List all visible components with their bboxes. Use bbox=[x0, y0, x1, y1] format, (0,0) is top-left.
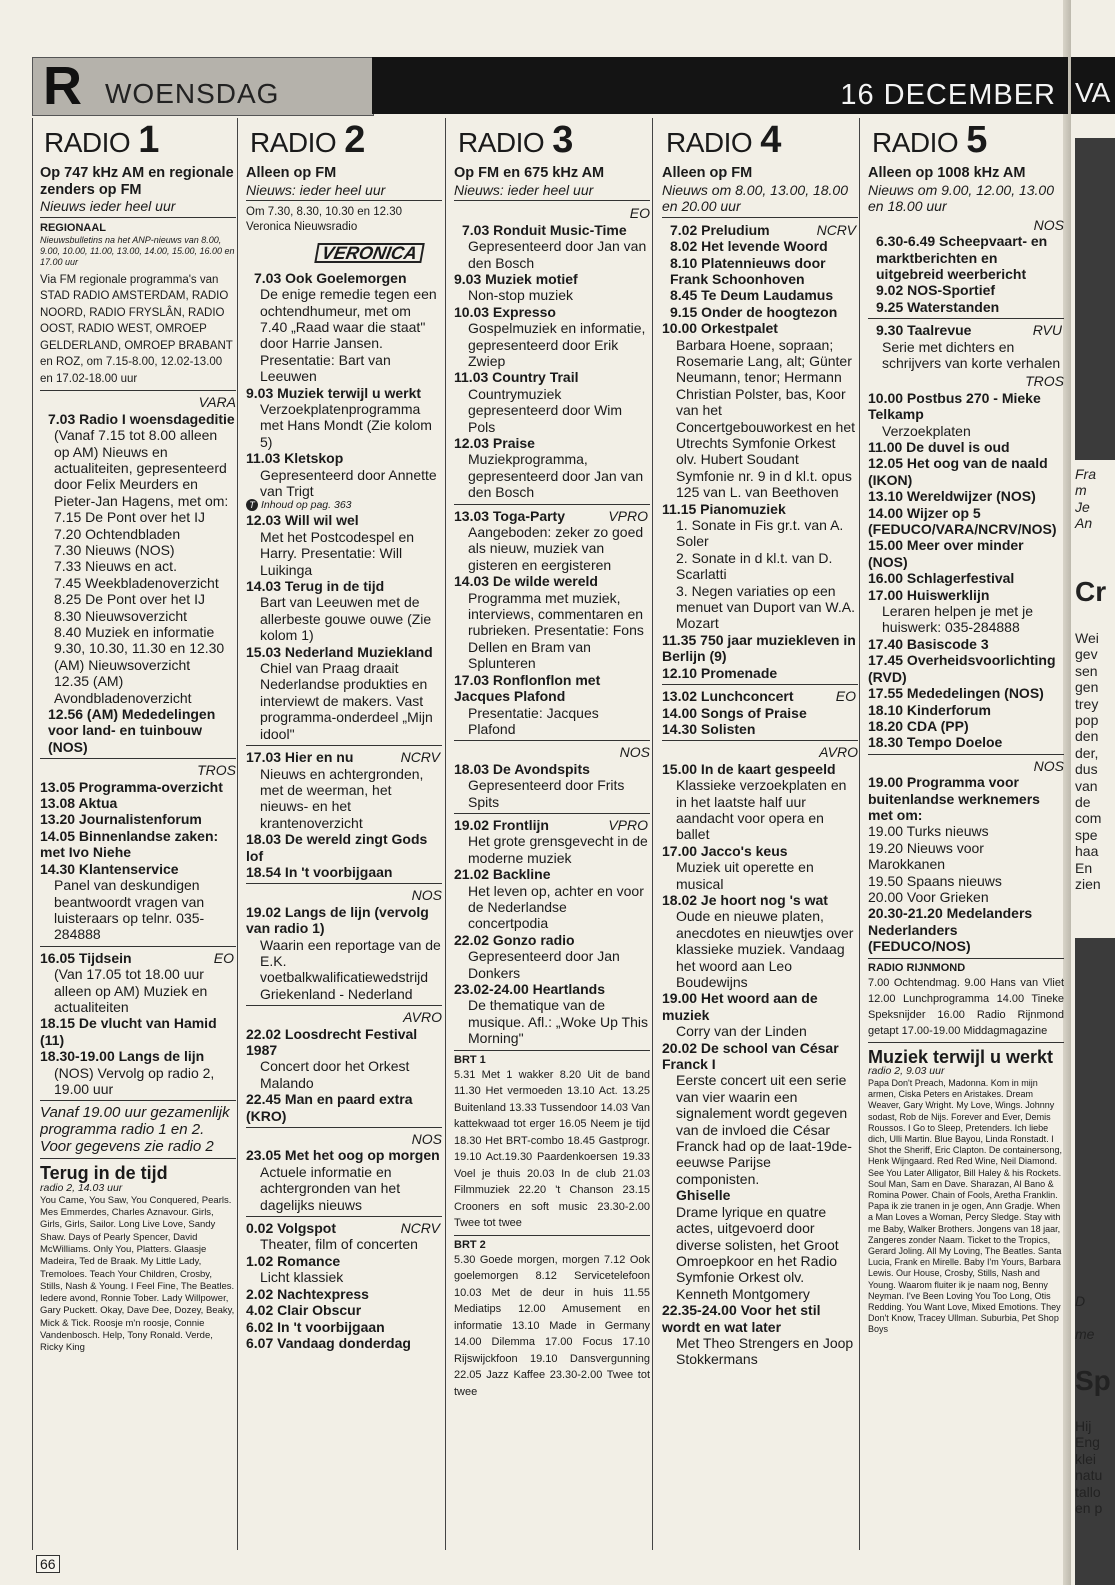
schedule-line: 8.25 De Pont over het IJ bbox=[54, 591, 205, 608]
program-desc: Waarin een reportage van de E.K. voetbalkwalificatiewedstrijd Griekenland - Nederland bbox=[260, 936, 441, 1002]
program-title: 23.02-24.00 Heartlands bbox=[454, 981, 605, 997]
program-title: 7.02 Preludium bbox=[670, 221, 770, 238]
program-title: 14.05 Binnenlandse zaken: met Ivo Niehe bbox=[40, 827, 219, 861]
program-desc: (Vanaf 7.15 tot 8.00 alleen op AM) Nieuws en actualiteiten, gepresenteerd door Felix Meurders en Pieter-Jan Hagens, met om: bbox=[54, 427, 229, 509]
strip-line: En bbox=[1075, 859, 1093, 876]
veronica-logo-row bbox=[246, 243, 442, 263]
program-title: 18.10 Kinderforum bbox=[868, 701, 991, 718]
program-title: 18.54 In 't voorbijgaan bbox=[246, 863, 393, 880]
program-desc: Nieuws en achtergronden, met de weerman, het nieuws- en het krantenoverzicht bbox=[260, 765, 424, 831]
broadcaster-tag: NOS bbox=[619, 744, 650, 761]
program-title: 14.03 Terug in de tijd bbox=[246, 578, 385, 595]
program-title: 9.15 Onder de hoogtezon bbox=[670, 303, 838, 320]
divider bbox=[246, 1127, 442, 1128]
program-title: 9.02 NOS-Sportief bbox=[876, 282, 996, 299]
program-desc: Muziekprogramma, gepresenteerd door Jan van den Bosch bbox=[468, 451, 644, 501]
radio2-news: Nieuws: ieder heel uur bbox=[246, 182, 442, 201]
program-title: 9.30 Taalrevue bbox=[876, 322, 972, 339]
box-subtitle: radio 2, 14.03 uur bbox=[40, 1181, 123, 1194]
divider bbox=[40, 1100, 236, 1101]
radio5-subtitle: Alleen op 1008 kHz AM bbox=[868, 165, 1026, 182]
divider bbox=[40, 758, 236, 759]
schedule-line: 7.20 Ochtendbladen bbox=[54, 525, 181, 542]
broadcaster-tag: VPRO bbox=[608, 507, 648, 524]
strip-line: m bbox=[1075, 482, 1087, 499]
brt2-schedule: 5.30 Goede morgen, morgen 7.12 Ook goelemorgen 8.12 Servicetelefoon 10.03 Met de deur in huis 11.55 Mediatips 12.00 Amusement en informatie 13.10 Made in Germany 14.00 Dilemma 17.00 Focus 17.10 Rijswijckfoon 19.10 Dansvergunning 22.05 Jazz Kaffee 23.30-2.00 Twee tot twee bbox=[454, 1253, 650, 1398]
radio1-subtitle: Op 747 kHz AM en regionale zenders op FM bbox=[40, 165, 234, 198]
program-title: 10.00 Orkestpalet bbox=[662, 320, 778, 337]
strip-line: haa bbox=[1075, 843, 1099, 860]
broadcaster-tag: NOS bbox=[411, 887, 442, 904]
broadcaster-tag: NCRV bbox=[400, 1220, 440, 1237]
broadcaster-tag: EO bbox=[213, 949, 234, 966]
program-desc: Verzoekplaten bbox=[882, 422, 971, 439]
divider bbox=[454, 1235, 650, 1236]
strip-line: dus bbox=[1075, 761, 1098, 778]
program-title: 8.10 Platennieuws door Frank Schoonhoven bbox=[670, 254, 826, 287]
radio4-news: Nieuws om 8.00, 13.00, 18.00 en 20.00 uur bbox=[662, 182, 858, 218]
program-title: 16.05 Tijdsein bbox=[40, 949, 132, 966]
program-title: 7.03 Ook Goelemorgen bbox=[254, 269, 407, 286]
program-desc: Gepresenteerd door Frits Spits bbox=[468, 777, 625, 810]
program-title: 18.20 CDA (PP) bbox=[868, 717, 969, 734]
strip-line: den bbox=[1075, 728, 1099, 745]
veronica-news-text: Om 7.30, 8.30, 10.30 en 12.30 Veronica Nieuwsradio bbox=[246, 206, 403, 234]
radio5-heading: RADIO 5 bbox=[872, 119, 988, 161]
strip-line: en p bbox=[1075, 1500, 1103, 1516]
broadcaster-tag: NOS bbox=[1033, 216, 1064, 233]
radio2-subtitle: Alleen op FM bbox=[246, 165, 337, 182]
program-desc: Gepresenteerd door Jan van den Bosch bbox=[468, 238, 647, 271]
program-title: 12.05 Het oog van de naald (IKON) bbox=[868, 455, 1048, 488]
strip-line: van bbox=[1075, 777, 1098, 794]
program-desc: Muziek uit operette en musical bbox=[676, 859, 814, 892]
program-title: 19.02 Frontlijn bbox=[454, 816, 549, 833]
program-title: 13.03 Toga-Party bbox=[454, 507, 566, 524]
divider bbox=[454, 813, 650, 814]
program-title: 13.08 Aktua bbox=[40, 795, 118, 812]
program-desc: Eerste concert uit een serie van vier waarin een signalement wordt gegeven van de invloed die César Franck had op de laat-19de-eeuwse Parijse componisten. bbox=[676, 1072, 852, 1187]
program-title: 23.05 Met het oog op morgen bbox=[246, 1147, 440, 1164]
brt1-title: BRT 1 bbox=[454, 1053, 486, 1066]
divider bbox=[662, 684, 858, 685]
program-title: 22.02 Loosdrecht Festival 1987 bbox=[246, 1025, 418, 1058]
broadcaster-tag: NCRV bbox=[816, 221, 856, 238]
box-text: You Came, You Saw, You Conquered, Pearls. Mes Emmerdes, Charles Aznavour. Girls, Girls, Girls, Sailor. Long Live Love, Sandy Shaw. Days of Pearly Spencer, David McWilliams. Only You, Platters. Glaasje Madeira, Ted de Braak. My Little Lady, Tremoloes. Teach Your Children, Crosby, Stills, Nash & Young. I Feel Fine, The Beatles. Iedere avond, Ronnie Tober. Lady Willpower, Gary Puckett. Okay, Dave Dee, Dozey, Beaky, Mick & Tick. Roosje m'n roosje, Connie Vandenbosch. Help, Tony Ronald. Verde, Ricky King bbox=[40, 1194, 235, 1354]
radio4-heading: RADIO 4 bbox=[666, 119, 782, 161]
program-title: 14.00 Wijzer op 5 (FEDUCO/VARA/NCRV/NOS) bbox=[868, 504, 1057, 538]
program-desc: Het grote grensgevecht in de moderne muziek bbox=[468, 833, 648, 866]
divider bbox=[868, 318, 1064, 319]
program-desc: Symfonie nr. 9 in d kl.t. opus 125 van L. van Beethoven bbox=[676, 467, 852, 501]
radio1-heading: RADIO 1 bbox=[44, 119, 160, 161]
radio5-news: Nieuws om 9.00, 12.00, 13.00 en 18.00 uur bbox=[868, 181, 1055, 215]
strip-line: com bbox=[1075, 810, 1102, 827]
strip-line: gev bbox=[1075, 646, 1098, 663]
program-title: 19.00 Programma voor buitenlandse werknemers met om: bbox=[868, 774, 1040, 823]
program-title: 22.45 Man en paard extra (KRO) bbox=[246, 1091, 413, 1124]
program-title: 14.00 Songs of Praise bbox=[662, 704, 807, 721]
column-divider bbox=[32, 118, 33, 1550]
program-title: 1.02 Romance bbox=[246, 1252, 341, 1269]
radio2-heading: RADIO 2 bbox=[250, 119, 366, 161]
program-desc: Countrymuziek gepresenteerd door Wim Pols bbox=[468, 385, 623, 435]
program-desc: Met het Postcodespel en Harry. Presentatie: Will Luikinga bbox=[260, 528, 415, 578]
broadcaster-tag: VPRO bbox=[608, 816, 648, 833]
radio1-column bbox=[40, 118, 236, 1550]
next-page-header: VA bbox=[1071, 57, 1115, 114]
program-title: 18.02 Je hoort nog 's wat bbox=[662, 891, 828, 908]
divider bbox=[454, 504, 650, 505]
program-title: 7.03 Radio I woensdageditie bbox=[48, 410, 235, 427]
program-schedule bbox=[868, 823, 1064, 905]
program-title: 12.56 (AM) Mededelingen voor land- en tuinbouw (NOS) bbox=[48, 706, 216, 755]
program-desc: Klassieke verzoekplaten en in het laatste half uur aandacht voor opera en ballet bbox=[676, 777, 847, 843]
schedule-line: 8.40 Muziek en informatie bbox=[54, 624, 215, 640]
regional-title: REGIONAAL bbox=[40, 221, 106, 234]
program-row bbox=[246, 1220, 442, 1236]
strip-line: gen bbox=[1075, 679, 1099, 696]
schedule-line: 12.35 (AM) Avondbladenoverzicht bbox=[54, 673, 192, 706]
program-desc: Bart van Leeuwen met de allerbeste gouwe ouwe (Zie kolom 1) bbox=[260, 594, 432, 644]
broadcaster-tag: TROS bbox=[1025, 373, 1064, 390]
program-title: 11.03 Kletskop bbox=[246, 450, 344, 467]
divider bbox=[246, 1005, 442, 1006]
program-desc: Gospelmuziek en informatie, gepresenteerd door Erik Zwiep bbox=[468, 320, 646, 369]
divider bbox=[868, 1042, 1064, 1043]
schedule-line: 7.30 Nieuws (NOS) bbox=[54, 541, 175, 558]
brt2-title: BRT 2 bbox=[454, 1238, 486, 1251]
strip-line: me bbox=[1075, 1325, 1095, 1342]
regional-text: Via FM regionale programma's van STAD RADIO AMSTERDAM, RADIO NOORD, RADIO FRYSLÂN, RADIO OOST, RADIO WEST, OMROEP GELDERLAND, OMROEP BRABANT en ROZ, om 7.15-8.00, 12.02-13.00 en 17.02-18.00 uur bbox=[40, 273, 233, 385]
program-schedule bbox=[40, 509, 236, 706]
column-divider bbox=[445, 118, 446, 1550]
program-title: 6.02 In 't voorbijgaan bbox=[246, 1318, 385, 1335]
radio4-subtitle: Alleen op FM bbox=[662, 165, 753, 182]
program-row bbox=[246, 749, 442, 765]
program-title: 17.03 Ronflonflon met Jacques Plafond bbox=[454, 671, 601, 705]
strip-line: pop bbox=[1075, 712, 1099, 728]
program-desc: De enige remedie tegen een ochtendhumeur, met om 7.40 „Raad waar die staat" door Harrie Jansen. Presentatie: Bart van Leeuwen bbox=[260, 286, 437, 385]
program-row bbox=[868, 322, 1064, 338]
program-desc: Corry van der Linden bbox=[676, 1023, 807, 1040]
strip-line: spe bbox=[1075, 826, 1098, 843]
program-desc: 3. Negen variaties op een menuet van Duport van W.A. Mozart bbox=[676, 582, 855, 632]
program-title: 15.00 Meer over minder (NOS) bbox=[868, 537, 1024, 570]
program-row bbox=[40, 950, 236, 966]
program-title: 21.02 Backline bbox=[454, 866, 551, 883]
program-desc: (Van 17.05 tot 18.00 uur alleen op AM) Muziek en actualiteiten bbox=[54, 966, 208, 1015]
strip-line: trey bbox=[1075, 695, 1099, 712]
strip-line: zien bbox=[1075, 876, 1101, 892]
broadcaster-tag: VARA bbox=[198, 394, 236, 411]
program-title: 10.03 Expresso bbox=[454, 303, 556, 320]
strip-line: Eng bbox=[1075, 1434, 1100, 1451]
radio3-column bbox=[454, 118, 650, 1550]
page-header bbox=[32, 57, 1068, 114]
radio3-heading: RADIO 3 bbox=[458, 119, 574, 161]
header-day: WOENSDAG bbox=[105, 78, 280, 109]
joint-program-note: Vanaf 19.00 uur gezamenlijk programma radio 1 en 2. Voor gegevens zie radio 2 bbox=[40, 1104, 230, 1156]
radio2-column bbox=[246, 118, 442, 1550]
program-desc: Verzoekplatenprogramma met Hans Mondt (Zie kolom 5) bbox=[260, 400, 432, 450]
program-title: 4.02 Clair Obscur bbox=[246, 1302, 362, 1319]
header-day-block bbox=[32, 57, 374, 116]
program-desc: Licht klassiek bbox=[260, 1269, 344, 1286]
program-title: 14.30 Solisten bbox=[662, 720, 756, 737]
content-info: T Inhoud op pag. 363 bbox=[246, 499, 442, 512]
program-desc: Gepresenteerd door Jan Donkers bbox=[468, 948, 620, 981]
schedule-line: 19.50 Spaans nieuws bbox=[868, 872, 1002, 889]
program-desc: Chiel van Praag draait Nederlandse produkties en interviewt de makers. Vast programma-onderdeel „Mijn idool" bbox=[260, 660, 433, 742]
program-title: 12.03 Will wil wel bbox=[246, 512, 359, 529]
broadcaster-tag: EO bbox=[629, 205, 650, 222]
program-title: 18.03 De wereld zingt Gods lof bbox=[246, 831, 428, 864]
program-title: 15.00 In de kaart gespeeld bbox=[662, 760, 836, 777]
program-desc: Met Theo Strengers en Joop Stokkermans bbox=[676, 1334, 854, 1368]
radio1-news: Nieuws ieder heel uur bbox=[40, 198, 236, 217]
program-desc: Theater, film of concerten bbox=[260, 1236, 418, 1253]
program-title: 14.30 Klantenservice bbox=[40, 860, 179, 877]
schedule-line: 7.15 De Pont over het IJ bbox=[54, 509, 205, 526]
schedule-line: 7.45 Weekbladenoverzicht bbox=[54, 574, 219, 591]
broadcaster-tag: RVU bbox=[1032, 322, 1062, 339]
program-title: 17.45 Overheidsvoorlichting (RVD) bbox=[868, 652, 1056, 685]
program-desc: Programma met muziek, interviews, commentaren en rubrieken. Presentatie: Fons Dellen en Bram van Splunteren bbox=[468, 589, 644, 672]
photo bbox=[1075, 138, 1115, 460]
rijnmond-title: RADIO RIJNMOND bbox=[868, 961, 966, 974]
program-desc: Aangeboden: zeker zo goed als nieuw, muziek van gisteren en eergisteren bbox=[468, 524, 644, 573]
program-title: 13.10 Wereldwijzer (NOS) bbox=[868, 488, 1036, 505]
divider bbox=[40, 946, 236, 947]
program-title: 11.03 Country Trail bbox=[454, 369, 579, 386]
column-divider bbox=[859, 118, 860, 1550]
brt1-schedule: 5.31 Met 1 wakker 8.20 Uit de band 11.30 Het vermoeden 13.10 Act. 13.25 Buitenland 13.33 Tussendoor 14.03 Van kattekwaad tot erger 16.05 Neem je tijd 18.30 Het BRT-combo 18.45 Gastprogr. 19.10 Act.19.30 Paardenkoersen 19.33 Voel je thuis 20.03 In de club 21.03 Filmmuziek 22.20 't Chanson 23.15 Crooners en soft music 23.30-2.00 Twee tot twee bbox=[454, 1068, 650, 1230]
strip-line: sen bbox=[1075, 662, 1098, 679]
schedule-line: 7.33 Nieuws en act. bbox=[54, 558, 177, 575]
veronica-logo: VERONICA bbox=[314, 243, 425, 263]
box-title: Muziek terwijl u werkt bbox=[868, 1046, 1054, 1067]
header-date: 16 DECEMBER bbox=[840, 79, 1056, 111]
divider bbox=[246, 745, 442, 746]
program-title: 22.35-24.00 Voor het stil wordt en wat later bbox=[662, 1302, 821, 1335]
program-title: 2.02 Nachtexpress bbox=[246, 1285, 369, 1302]
program-title: 6.07 Vandaag donderdag bbox=[246, 1334, 411, 1351]
program-title: 11.35 750 jaar muziekleven in Berlijn (9) bbox=[662, 631, 856, 665]
regional-small: Nieuwsbulletins na het ANP-nieuws van 8.00, 9.00, 10.00, 11.00, 13.00, 14.00, 15.00, 16.00 en 17.00 uur bbox=[40, 234, 235, 267]
program-desc: 1. Sonate in Fis gr.t. van A. Soler bbox=[676, 517, 844, 550]
header-date-block bbox=[372, 57, 1068, 114]
program-title: 18.15 De vlucht van Hamid (11) bbox=[40, 1015, 217, 1048]
program-title: 16.00 Schlagerfestival bbox=[868, 570, 1015, 587]
broadcaster-tag: NCRV bbox=[400, 749, 440, 766]
program-desc: Gepresenteerd door Annette van Trigt bbox=[260, 466, 437, 499]
page-spine bbox=[1063, 0, 1071, 1585]
program-title: 17.00 Huiswerklijn bbox=[868, 586, 990, 603]
info-icon: T bbox=[246, 499, 258, 511]
program-title: 12.10 Promenade bbox=[662, 664, 778, 681]
divider bbox=[868, 754, 1064, 755]
program-title: 18.30 Tempo Doeloe bbox=[868, 734, 1003, 751]
program-title: 9.03 Muziek terwijl u werkt bbox=[246, 384, 422, 401]
program-title: 13.05 Programma-overzicht bbox=[40, 778, 223, 795]
program-title: 11.00 De duvel is oud bbox=[868, 439, 1010, 455]
strip-line: Wei bbox=[1075, 630, 1099, 646]
rijnmond-schedule: 7.00 Ochtendmag. 9.00 Hans van Vliet 12.00 Lunchprogramma 14.00 Tineke Speksnijder 16.00 Radio Rijnmond getapt 17.00-19.00 Middagmagazine bbox=[868, 976, 1064, 1037]
strip-line: Hij bbox=[1075, 1418, 1092, 1434]
program-title: 14.03 De wilde wereld bbox=[454, 573, 598, 590]
box-subtitle: radio 2, 9.03 uur bbox=[868, 1065, 945, 1077]
program-title: 8.45 Te Deum Laudamus bbox=[670, 287, 834, 304]
program-desc: Barbara Hoene, sopraan; Rosemarie Lang, alt; Günter Neumann, tenor; Hermann Christian Polster, bas, Koor van het Concertgebouworkest en het Utrechts Symfonie Orkest olv. Hubert Soudant bbox=[676, 336, 855, 468]
program-title: 10.00 Postbus 270 - Mieke Telkamp bbox=[868, 389, 1041, 423]
broadcaster-tag: EO bbox=[835, 688, 856, 705]
article-heading: Cr bbox=[1075, 576, 1107, 607]
adjacent-page-strip bbox=[1071, 118, 1115, 1585]
program-row bbox=[454, 817, 650, 833]
divider bbox=[868, 958, 1064, 959]
program-desc: Leraren helpen je met je huiswerk: 035-284888 bbox=[882, 603, 1033, 636]
program-title: 18.03 De Avondspits bbox=[454, 760, 590, 777]
program-subtitle: Ghiselle bbox=[676, 1187, 731, 1204]
program-desc: Actuele informatie en achtergronden van het dagelijks nieuws bbox=[260, 1163, 401, 1213]
broadcaster-tag: TROS bbox=[197, 762, 236, 779]
program-desc: Concert door het Orkest Malando bbox=[260, 1058, 410, 1091]
program-desc: Het leven op, achter en voor de Nederlandse concertpodia bbox=[468, 882, 644, 932]
strip-line: de bbox=[1075, 794, 1091, 810]
program-title: 11.15 Pianomuziek bbox=[662, 500, 786, 517]
program-row bbox=[662, 688, 858, 704]
schedule-line: 19.20 Nieuws voor Marokkanen bbox=[868, 839, 984, 873]
program-desc: Drame lyrique en quatre actes, uitgevoerd door diverse solisten, het Groot Omroepkoor en het Radio Symfonie Orkest olv. Kenneth Montgomery bbox=[676, 1203, 839, 1302]
schedule-line: 19.00 Turks nieuws bbox=[868, 823, 989, 840]
program-row bbox=[662, 222, 858, 238]
program-row bbox=[454, 508, 650, 524]
program-desc: Serie met dichters en schrijvers van korte verhalen bbox=[882, 338, 1061, 371]
program-title: 19.00 Het woord aan de muziek bbox=[662, 990, 818, 1023]
strip-line: klei bbox=[1075, 1450, 1097, 1467]
program-title: 20.30-21.20 Medelanders Nederlanders (FEDUCO/NOS) bbox=[868, 905, 1033, 955]
program-desc: 2. Sonate in d kl.t. van D. Scarlatti bbox=[676, 549, 833, 583]
program-title: 13.02 Lunchconcert bbox=[662, 688, 794, 705]
program-desc: Panel van deskundigen beantwoordt vragen van luisteraars op telnr. 035-284888 bbox=[54, 877, 205, 943]
page-number: 66 bbox=[36, 1555, 60, 1573]
program-title: 17.55 Mededelingen (NOS) bbox=[868, 685, 1044, 702]
strip-line: tallo bbox=[1075, 1483, 1101, 1500]
program-title: 12.03 Praise bbox=[454, 435, 535, 451]
program-title: 17.00 Jacco's keus bbox=[662, 842, 788, 859]
program-desc: (NOS) Vervolg op radio 2, 19.00 uur bbox=[54, 1064, 215, 1097]
divider bbox=[454, 740, 650, 741]
radio3-news: Nieuws: ieder heel uur bbox=[454, 182, 650, 201]
program-title: 13.20 Journalistenforum bbox=[40, 811, 202, 828]
program-desc: Presentatie: Jacques Plafond bbox=[468, 704, 599, 737]
divider bbox=[40, 390, 236, 391]
radio4-column bbox=[662, 118, 858, 1550]
program-desc: Oude en nieuwe platen, anecdotes en nieuwtjes over klassieke muziek. Vandaag het woord aan Leo Boudewijns bbox=[676, 908, 854, 990]
schedule-line: 8.30 Nieuwsoverzicht bbox=[54, 607, 188, 624]
program-title: 17.03 Hier en nu bbox=[246, 749, 354, 766]
divider bbox=[454, 1050, 650, 1051]
program-title: 9.03 Muziek motief bbox=[454, 270, 578, 287]
radio-letter-logo: R bbox=[43, 56, 82, 116]
program-title: 7.03 Ronduit Music-Time bbox=[462, 221, 627, 238]
divider bbox=[246, 883, 442, 884]
program-title: 20.02 De school van César Franck I bbox=[662, 1039, 839, 1073]
program-title: 15.03 Nederland Muziekland bbox=[246, 643, 433, 660]
strip-line: natu bbox=[1075, 1467, 1103, 1484]
program-title: 19.02 Langs de lijn (vervolg van radio 1) bbox=[246, 903, 429, 937]
program-title: 0.02 Volgspot bbox=[246, 1220, 336, 1237]
program-title: 9.25 Waterstanden bbox=[876, 298, 1000, 315]
broadcaster-tag: NOS bbox=[411, 1131, 442, 1148]
program-title: 8.02 Het levende Woord bbox=[670, 238, 828, 255]
program-title: 22.02 Gonzo radio bbox=[454, 931, 575, 948]
column-divider bbox=[652, 118, 653, 1550]
program-title: 6.30-6.49 Scheepvaart- en marktberichten en uitgebreid weerbericht bbox=[876, 233, 1048, 282]
strip-line: Fra bbox=[1075, 466, 1096, 482]
program-title: 18.30-19.00 Langs de lijn bbox=[40, 1048, 205, 1065]
strip-line: An bbox=[1075, 515, 1093, 532]
article-heading: Sp bbox=[1075, 1365, 1111, 1396]
strip-line: D bbox=[1075, 1293, 1086, 1309]
program-desc: De thematique van de musique. Afl.: „Woke Up This Morning" bbox=[468, 997, 648, 1047]
strip-line: Je bbox=[1075, 498, 1090, 515]
schedule-line: 20.00 Voor Grieken bbox=[868, 888, 989, 905]
divider bbox=[246, 1216, 442, 1217]
broadcaster-tag: NOS bbox=[1033, 757, 1064, 774]
broadcaster-tag: AVRO bbox=[819, 744, 858, 761]
box-title: Terug in de tijd bbox=[40, 1163, 168, 1184]
divider bbox=[662, 740, 858, 741]
broadcaster-tag: AVRO bbox=[403, 1009, 442, 1026]
box-text: Papa Don't Preach, Madonna. Kom in mijn armen, Ciska Peters en Aristakes. Dream Weaver, Gary Wright. My Love, Wings. Johnny sodast, Rob de Nijs. Forever and Ever, Demis Roussos. I Go to Sleep, Pretenders. Ich liebe dich, Ulli Martin. Blue Bayou, Linda Ronstadt. I Shot the Sheriff, Eric Clapton. De containersong, Henk Wijngaard. Red Red Wine, Neil Diamond. See You Later Alligator, Bill Haley & his Rockets. Soul Man, Sam en Dave. Sharazan, Al Bano & Romina Power. Chain of Fools, Aretha Franklin. Papa ik zie tranen in je ogen, Ann Gradje. When a Man Loves a Woman, Percy Sledge. Stay with me Baby, Walker Brothers. Jongens van 18 jaar, Zangeres zonder Naam. Ticket to the Tropics, Gerard Joling. All My Loving, The Beatles. Santa Lucia, Frank en Mirelle. Baby I'm Yours, Barbara Lewis. Our House, Crosby, Stills, Nash and Young. Waarom fluiter ik je naam nog, Benny Neyman. I've Been Loving You Too Long, Otis Redding. You Want Love, Mixed Emotions. They Don't Know, Tracey Ullman. Suburbia, Pet Shop Boys bbox=[868, 1078, 1062, 1335]
radio3-subtitle: Op FM en 675 kHz AM bbox=[454, 165, 605, 182]
strip-line: der, bbox=[1075, 744, 1099, 761]
schedule-line: 9.30, 10.30, 11.30 en 12.30 (AM) Nieuwsoverzicht bbox=[54, 640, 225, 673]
program-desc: Non-stop muziek bbox=[468, 287, 574, 304]
column-divider bbox=[237, 118, 238, 1550]
divider bbox=[40, 1158, 236, 1159]
radio5-column bbox=[868, 118, 1064, 1550]
program-title: 17.40 Basiscode 3 bbox=[868, 635, 989, 652]
